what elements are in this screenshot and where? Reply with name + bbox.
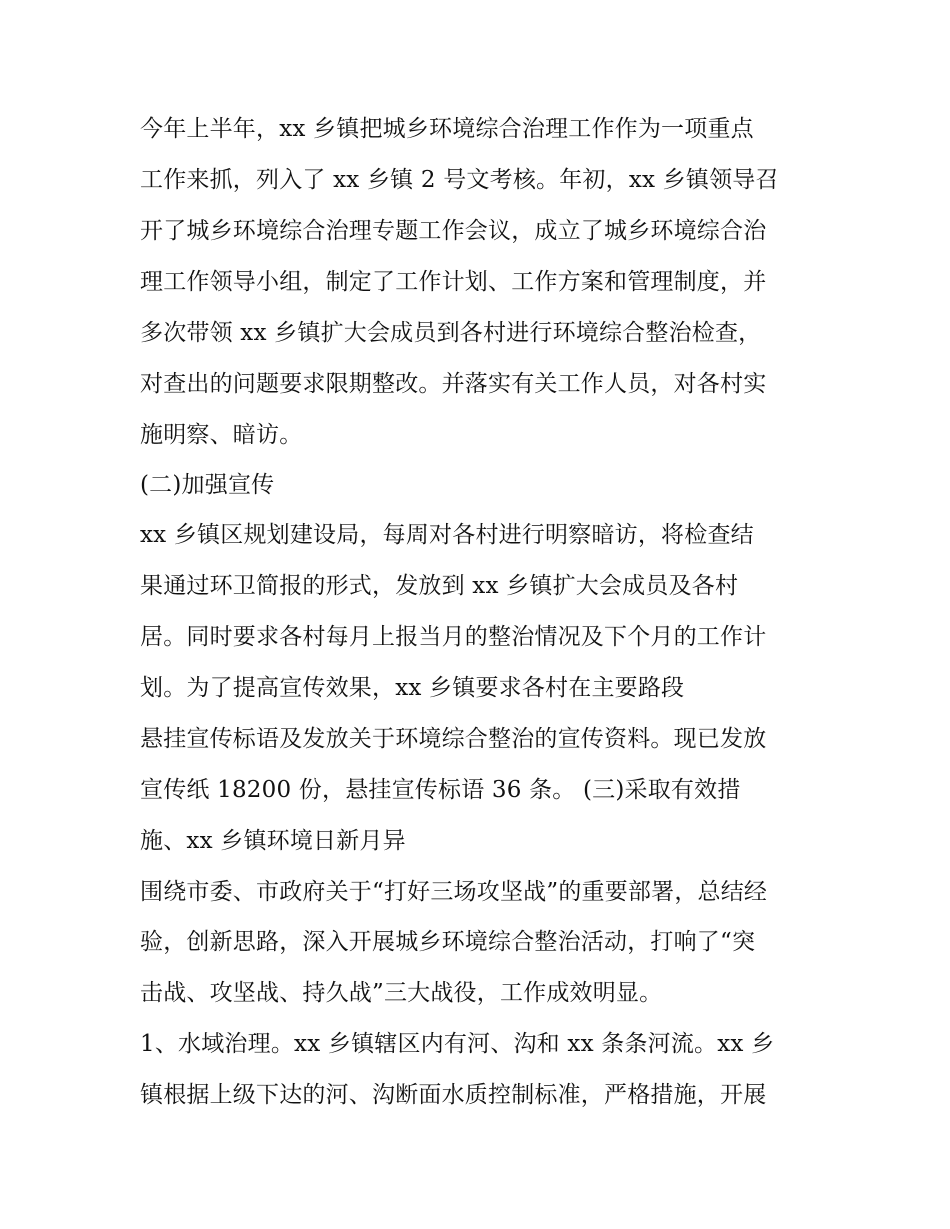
text-line-17: 验，创新思路，深入开展城乡环境综合整治活动，打响了“突 <box>140 929 756 955</box>
text-line-16: 围绕市委、市政府关于“打好三场攻坚战”的重要部署，总结经 <box>140 879 768 905</box>
text-line-1: 今年上半年，xx 乡镇把城乡环境综合治理工作作为一项重点 <box>140 116 754 142</box>
section-heading-2: (二)加强宣传 <box>140 472 275 498</box>
text-line-6: 对查出的问题要求限期整改。并落实有关工作人员，对各村实 <box>140 371 767 397</box>
text-line-7: 施明察、暗访。 <box>140 422 303 448</box>
text-line-5: 多次带领 xx 乡镇扩大会成员到各村进行环境综合整治检查， <box>140 320 762 346</box>
text-line-15: 施、xx 乡镇环境日新月异 <box>140 828 406 854</box>
text-line-13: 悬挂宣传标语及发放关于环境综合整治的宣传资料。现已发放 <box>140 726 767 752</box>
text-line-20: 镇根据上级下达的河、沟断面水质控制标准，严格措施，开展 <box>140 1082 767 1108</box>
text-line-3: 开了城乡环境综合治理专题工作会议，成立了城乡环境综合治 <box>140 218 767 244</box>
text-line-12: 划。为了提高宣传效果，xx 乡镇要求各村在主要路段 <box>140 675 685 701</box>
text-line-18: 击战、攻坚战、持久战”三大战役，工作成效明显。 <box>140 980 663 1006</box>
text-line-10: 果通过环卫简报的形式，发放到 xx 乡镇扩大会成员及各村 <box>140 573 739 599</box>
text-line-14: 宣传纸 18200 份，悬挂宣传标语 36 条。 (三)采取有效措 <box>140 777 741 803</box>
text-line-11: 居。同时要求各村每月上报当月的整治情况及下个月的工作计 <box>140 624 767 650</box>
text-line-9: xx 乡镇区规划建设局，每周对各村进行明察暗访，将检查结 <box>140 522 754 548</box>
text-line-4: 理工作领导小组，制定了工作计划、工作方案和管理制度，并 <box>140 269 767 295</box>
text-line-2: 工作来抓，列入了 xx 乡镇 2 号文考核。年初，xx 乡镇领导召 <box>140 167 779 193</box>
text-line-19: 1、水域治理。xx 乡镇辖区内有河、沟和 xx 条条河流。xx 乡 <box>140 1031 775 1057</box>
